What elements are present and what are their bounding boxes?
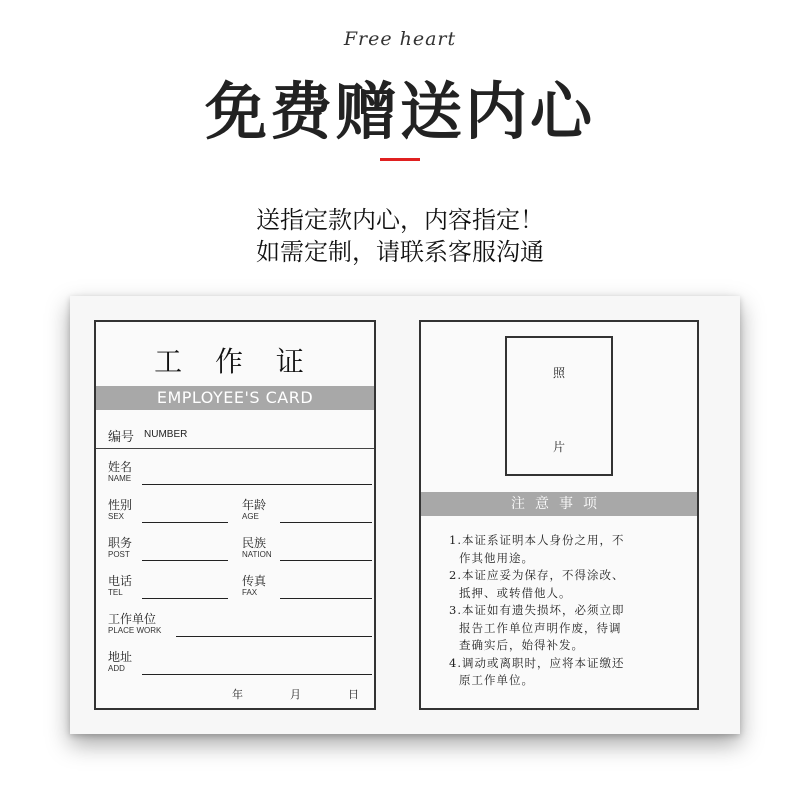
fax-label-en: FAX (242, 588, 258, 597)
age-label-cn: 年龄 (242, 498, 267, 512)
notice-line: 报告工作单位声明作废，待调 (459, 620, 622, 635)
post-label-en: POST (108, 550, 130, 559)
notice-line: 3.本证如有遗失损坏，必须立即 (449, 603, 625, 617)
sex-label-en: SEX (108, 512, 125, 521)
address-label-en: ADD (108, 664, 125, 673)
notice-line: 作其他用途。 (459, 550, 534, 565)
post-label-cn: 职务 (108, 536, 133, 550)
nation-label-en: NATION (242, 550, 272, 559)
accent-divider (380, 158, 420, 161)
address-line (142, 674, 372, 675)
photo-label-bottom: 片 (552, 440, 565, 454)
card-title: 工 作 证 (154, 345, 316, 378)
name-label-cn: 姓名 (108, 460, 133, 474)
number-label-en: NUMBER (144, 429, 188, 440)
fax-label-cn: 传真 (242, 574, 267, 588)
notice-line: 抵押、或转借他人。 (459, 585, 572, 600)
employee-card-front (94, 320, 376, 710)
tagline: Free heart (343, 28, 457, 50)
page-title: 免费赠送内心 (204, 75, 595, 148)
work-label-cn: 工作单位 (108, 612, 157, 626)
notice-line: 原工作单位。 (459, 673, 534, 687)
notice-list (449, 532, 689, 690)
tel-line (142, 598, 228, 599)
notice-banner: 注意事项 (421, 492, 697, 516)
tel-label-cn: 电话 (108, 574, 133, 588)
divider (96, 448, 374, 449)
number-label-cn: 编号 (108, 430, 135, 445)
age-label-en: AGE (242, 512, 259, 521)
date-day: 日 (348, 688, 359, 701)
photo-label-top: 照 (552, 366, 565, 380)
fax-line (280, 598, 372, 599)
sex-label-cn: 性别 (108, 498, 133, 512)
date-year: 年 (232, 688, 243, 701)
employee-card-back (419, 320, 699, 710)
age-line (280, 522, 372, 523)
name-line (142, 484, 372, 485)
notice-line: 2.本证应妥为保存，不得涂改、 (449, 568, 625, 582)
work-line (176, 636, 372, 637)
employee-card-banner: EMPLOYEE'S CARD (96, 386, 374, 410)
nation-label-cn: 民族 (242, 536, 267, 550)
work-label-en: PLACE WORK (108, 626, 162, 635)
notice-line: 查确实后，始得补发。 (459, 638, 584, 652)
notice-line: 1.本证系证明本人身份之用，不 (449, 533, 625, 547)
notice-line: 4.调动或离职时，应将本证缴还 (449, 655, 625, 670)
subtitle-line-2: 如需定制，请联系客服沟通 (256, 238, 544, 266)
post-line (142, 560, 228, 561)
subtitle-line-1: 送指定款内心，内容指定！ (256, 206, 544, 234)
date-month: 月 (290, 688, 301, 701)
employee-card-sheet (70, 296, 740, 734)
sex-line (142, 522, 228, 523)
tel-label-en: TEL (108, 588, 123, 597)
address-label-cn: 地址 (108, 650, 133, 664)
photo-placeholder (505, 336, 613, 476)
name-label-en: NAME (108, 474, 132, 483)
nation-line (280, 560, 372, 561)
